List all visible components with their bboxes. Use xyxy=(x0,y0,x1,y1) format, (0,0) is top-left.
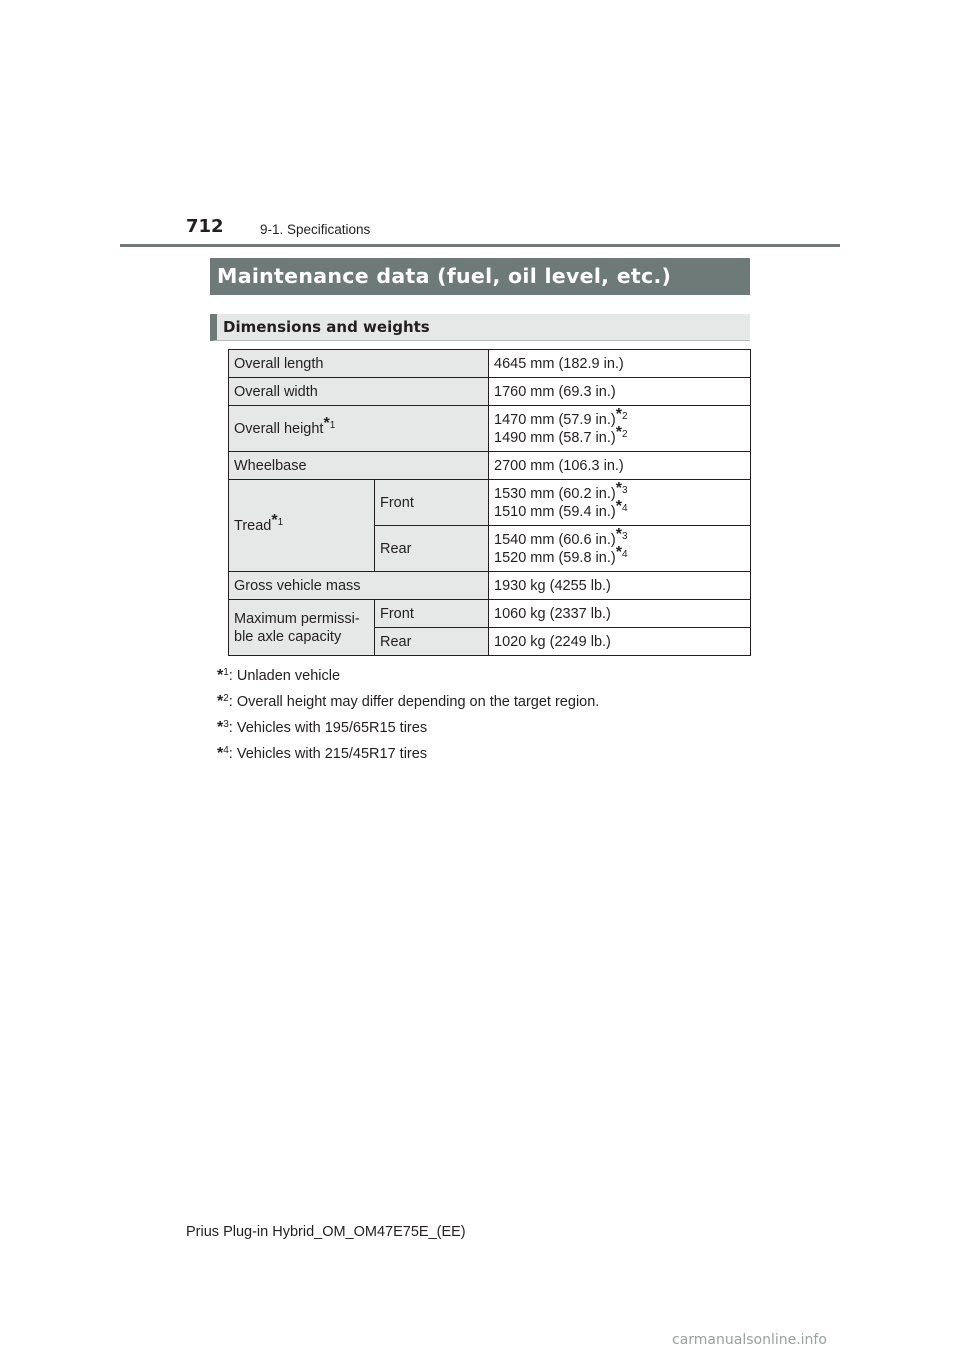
row-value: 1530 mm (60.2 in.)$^{*3}$ 1510 mm (59.4 in.)$^{*4}$ xyxy=(489,480,751,526)
row-value: 1060 kg (2337 lb.) xyxy=(489,600,751,628)
footnote: *$^3$: Vehicles with 195/65R15 tires xyxy=(217,719,428,736)
row-label: Wheelbase xyxy=(229,452,489,480)
footnote: *$^4$: Vehicles with 215/45R17 tires xyxy=(217,745,428,762)
header-rule xyxy=(120,244,840,247)
footnotes xyxy=(217,663,599,767)
section-subheading: Dimensions and weights xyxy=(210,314,750,341)
table-row xyxy=(229,350,751,378)
footnote: *$^1$: Unladen vehicle xyxy=(217,667,341,684)
row-label: Overall width xyxy=(229,378,489,406)
dimensions-table xyxy=(228,349,751,656)
row-value: 1020 kg (2249 lb.) xyxy=(489,628,751,656)
watermark: carmanualsonline.info xyxy=(672,1332,827,1348)
footnote: *$^2$: Overall height may differ depending on the target region. xyxy=(217,693,600,710)
row-value: 4645 mm (182.9 in.) xyxy=(489,350,751,378)
table-row xyxy=(229,452,751,480)
document-footer: Prius Plug-in Hybrid_OM_OM47E75E_(EE) xyxy=(186,1224,466,1240)
table-row xyxy=(229,378,751,406)
row-value: 2700 mm (106.3 in.) xyxy=(489,452,751,480)
sub-label: Rear xyxy=(375,628,489,656)
table-row xyxy=(229,480,751,526)
row-value: 1760 mm (69.3 in.) xyxy=(489,378,751,406)
row-value: 1470 mm (57.9 in.)$^{*2}$ 1490 mm (58.7 in.)$^{*2}$ xyxy=(489,406,751,452)
row-value: 1540 mm (60.6 in.)$^{*3}$ 1520 mm (59.8 in.)$^{*4}$ xyxy=(489,526,751,572)
row-label: Maximum permissi- ble axle capacity xyxy=(229,600,375,656)
row-value: 1930 kg (4255 lb.) xyxy=(489,572,751,600)
row-label: Overall length xyxy=(229,350,489,378)
table-row xyxy=(229,572,751,600)
table-row xyxy=(229,406,751,452)
sub-label: Rear xyxy=(375,526,489,572)
row-label: Overall height$^{*1}$ xyxy=(229,406,489,452)
row-label: Tread$^{*1}$ xyxy=(229,480,375,572)
sub-label: Front xyxy=(375,480,489,526)
page-number: 712 xyxy=(186,216,224,237)
sub-label: Front xyxy=(375,600,489,628)
row-label: Gross vehicle mass xyxy=(229,572,489,600)
section-label: 9-1. Specifications xyxy=(260,222,371,237)
table-row xyxy=(229,600,751,628)
page-title: Maintenance data (fuel, oil level, etc.) xyxy=(210,258,750,295)
